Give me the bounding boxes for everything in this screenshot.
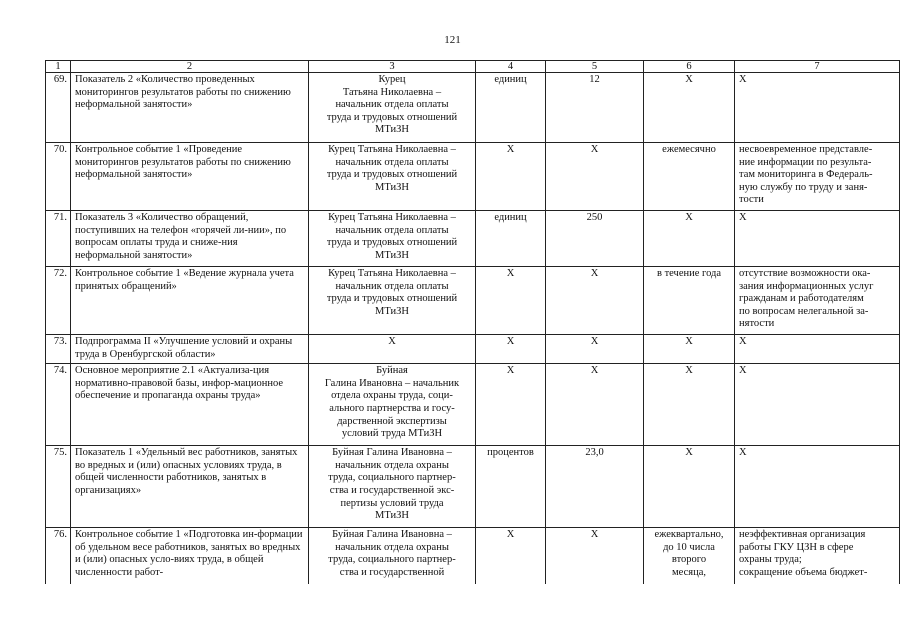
row-number: 71. (46, 211, 71, 267)
risk-description: несвоевременное представле- ние информации по результа- там мониторинга в Федераль- ную службу по труду и заня- тости (735, 143, 900, 211)
unit-of-measure: процентов (476, 446, 546, 528)
responsible-person: Курец Татьяна Николаевна – начальник отдела оплаты труда и трудовых отношений МТиЗН (309, 143, 476, 211)
deadline: Х (644, 73, 735, 143)
target-value: 23,0 (546, 446, 644, 528)
item-name: Контрольное событие 1 «Подготовка ин-формации об удельном весе работников, занятых во вредных и (или) опасных усло-виях труда, в общей численности работ- (71, 528, 309, 584)
table-row (46, 335, 900, 364)
risk-description: неэффективная организация работы ГКУ ЦЗН в сфере охраны труда; сокращение объема бюджет- (735, 528, 900, 584)
table-row (46, 73, 900, 143)
column-number: 2 (71, 61, 309, 73)
deadline: ежемесячно (644, 143, 735, 211)
risk-description: Х (735, 335, 900, 364)
unit-of-measure: Х (476, 528, 546, 584)
deadline: Х (644, 364, 735, 446)
table-row (46, 364, 900, 446)
target-value: Х (546, 335, 644, 364)
target-value: 250 (546, 211, 644, 267)
item-name: Показатель 3 «Количество обращений, поступивших на телефон «горячей ли-нии», по вопросам оплаты труда и сниже-ния неформальной занятости» (71, 211, 309, 267)
target-value: Х (546, 267, 644, 335)
column-number: 5 (546, 61, 644, 73)
deadline: в течение года (644, 267, 735, 335)
unit-of-measure: Х (476, 267, 546, 335)
risk-description: Х (735, 73, 900, 143)
target-value: Х (546, 364, 644, 446)
column-number: 1 (46, 61, 71, 73)
table-row (46, 446, 900, 528)
responsible-person: Буйная Галина Ивановна – начальник отдела охраны труда, соци- ального партнерства и госу- дарственной экспертизы условий труда МТиЗН (309, 364, 476, 446)
row-number: 69. (46, 73, 71, 143)
programme-table (45, 60, 900, 584)
unit-of-measure: Х (476, 364, 546, 446)
risk-description: Х (735, 211, 900, 267)
deadline: Х (644, 335, 735, 364)
column-number: 6 (644, 61, 735, 73)
row-number: 70. (46, 143, 71, 211)
row-number: 72. (46, 267, 71, 335)
column-number-row (46, 61, 900, 73)
responsible-person: Курец Татьяна Николаевна – начальник отдела оплаты труда и трудовых отношений МТиЗН (309, 73, 476, 143)
column-number: 3 (309, 61, 476, 73)
deadline: Х (644, 211, 735, 267)
risk-description: Х (735, 364, 900, 446)
target-value: 12 (546, 73, 644, 143)
risk-description: Х (735, 446, 900, 528)
unit-of-measure: единиц (476, 73, 546, 143)
responsible-person: Буйная Галина Ивановна – начальник отдела охраны труда, социального партнер- ства и государственной экс- пертизы условий труда МТиЗН (309, 446, 476, 528)
row-number: 76. (46, 528, 71, 584)
row-number: 74. (46, 364, 71, 446)
deadline: ежеквартально, до 10 числа второго месяца, (644, 528, 735, 584)
item-name: Подпрограмма II «Улучшение условий и охраны труда в Оренбургской области» (71, 335, 309, 364)
table-row (46, 143, 900, 211)
item-name: Показатель 2 «Количество проведенных мониторингов результатов работы по снижению неформальной занятости» (71, 73, 309, 143)
target-value: Х (546, 528, 644, 584)
table-row (46, 211, 900, 267)
responsible-person: Курец Татьяна Николаевна – начальник отдела оплаты труда и трудовых отношений МТиЗН (309, 267, 476, 335)
responsible-person: Курец Татьяна Николаевна – начальник отдела оплаты труда и трудовых отношений МТиЗН (309, 211, 476, 267)
table-row (46, 267, 900, 335)
item-name: Показатель 1 «Удельный вес работников, занятых во вредных и (или) опасных условиях труда, в общей численности работников, занятых в организациях» (71, 446, 309, 528)
target-value: Х (546, 143, 644, 211)
unit-of-measure: Х (476, 143, 546, 211)
column-number: 7 (735, 61, 900, 73)
item-name: Контрольное событие 1 «Ведение журнала учета принятых обращений» (71, 267, 309, 335)
unit-of-measure: Х (476, 335, 546, 364)
column-number: 4 (476, 61, 546, 73)
responsible-person: Х (309, 335, 476, 364)
risk-description: отсутствие возможности ока- зания информационных услуг гражданам и работодателям по вопросам нелегальной за- нятости (735, 267, 900, 335)
deadline: Х (644, 446, 735, 528)
row-number: 75. (46, 446, 71, 528)
row-number: 73. (46, 335, 71, 364)
page-number: 121 (444, 34, 461, 46)
item-name: Контрольное событие 1 «Проведение мониторингов результатов работы по снижению неформальной занятости» (71, 143, 309, 211)
item-name: Основное мероприятие 2.1 «Актуализа-ция нормативно-правовой базы, инфор-мационное обеспечение и пропаганда охраны труда» (71, 364, 309, 446)
table-row (46, 528, 900, 584)
responsible-person: Буйная Галина Ивановна – начальник отдела охраны труда, социального партнер- ства и государственной (309, 528, 476, 584)
unit-of-measure: единиц (476, 211, 546, 267)
